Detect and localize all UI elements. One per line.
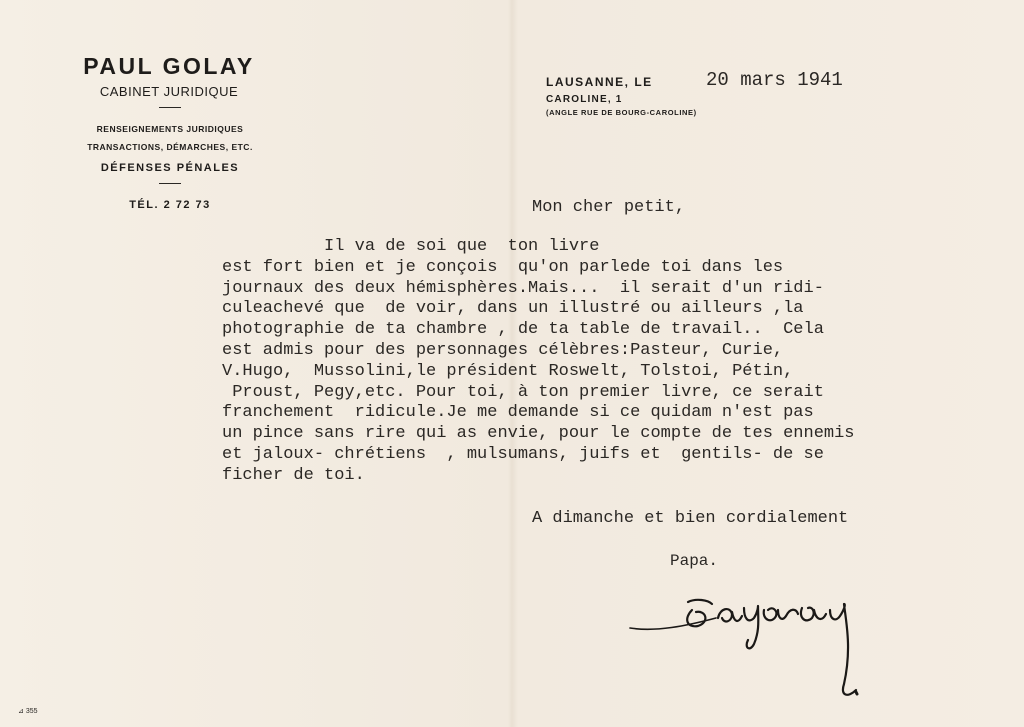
letter-closing: A dimanche et bien cordialement [532, 509, 849, 528]
letter-body-line: est fort bien et je conçois qu'on parlede toi dans les [222, 257, 784, 277]
print-code [18, 707, 38, 715]
letter-signoff: Papa. [670, 552, 719, 570]
letterhead-divider [159, 107, 181, 108]
letter-body-line: est admis pour des personnages célèbres:Pasteur, Curie, [222, 340, 784, 360]
printer-mark-icon: ⊿ [18, 708, 24, 715]
letter-body-line: photographie de ta chambre , de ta table de travail.. Cela [222, 320, 824, 340]
print-code-number: 355 [25, 708, 38, 715]
letterhead-divider [159, 183, 181, 184]
letter-body-line: V.Hugo, Mussolini,le président Roswelt, Tolstoi, Pétin, [222, 361, 794, 381]
letter-body [222, 237, 855, 487]
letterhead-phone: TÉL. 2 72 73 [129, 199, 211, 211]
letter-body-line: Proust, Pegy,etc. Pour toi, à ton premier livre, ce serait [222, 382, 824, 402]
letterhead-address-street: CAROLINE, 1 [546, 94, 623, 105]
letter-body-line: un pince sans rire qui as envie, pour le compte de tes ennemis [222, 424, 855, 444]
handwritten-signature [626, 588, 946, 712]
letter-body-line: journaux des deux hémisphères.Mais... il serait d'un ridi- [222, 278, 824, 298]
letter-body-line: et jaloux- chrétiens , mulsumans, juifs et gentils- de se [222, 444, 824, 464]
letterhead-name: PAUL GOLAY [83, 53, 255, 79]
letter-body-line: Il va de soi que ton livre [222, 237, 600, 256]
letter-body-line: franchement ridicule.Je me demande si ce quidam n'est pas [222, 403, 814, 423]
letterhead-service-1: RENSEIGNEMENTS JURIDIQUES [96, 124, 244, 134]
letterhead-address-city: LAUSANNE, LE [546, 75, 653, 89]
letterhead-address-note: (ANGLE RUE DE BOURG-CAROLINE) [546, 108, 697, 117]
letter-body-line: ficher de toi. [222, 465, 365, 485]
letter-body-line: culeachevé que de voir, dans un illustré ou ailleurs ,la [222, 299, 804, 319]
letter-greeting: Mon cher petit, [532, 198, 686, 217]
letterhead-service-2: TRANSACTIONS, DÉMARCHES, ETC. [87, 142, 253, 152]
letterhead-subtitle: CABINET JURIDIQUE [99, 84, 239, 99]
letterhead-service-3: DÉFENSES PÉNALES [100, 162, 240, 174]
letter-date: 20 mars 1941 [706, 69, 843, 91]
